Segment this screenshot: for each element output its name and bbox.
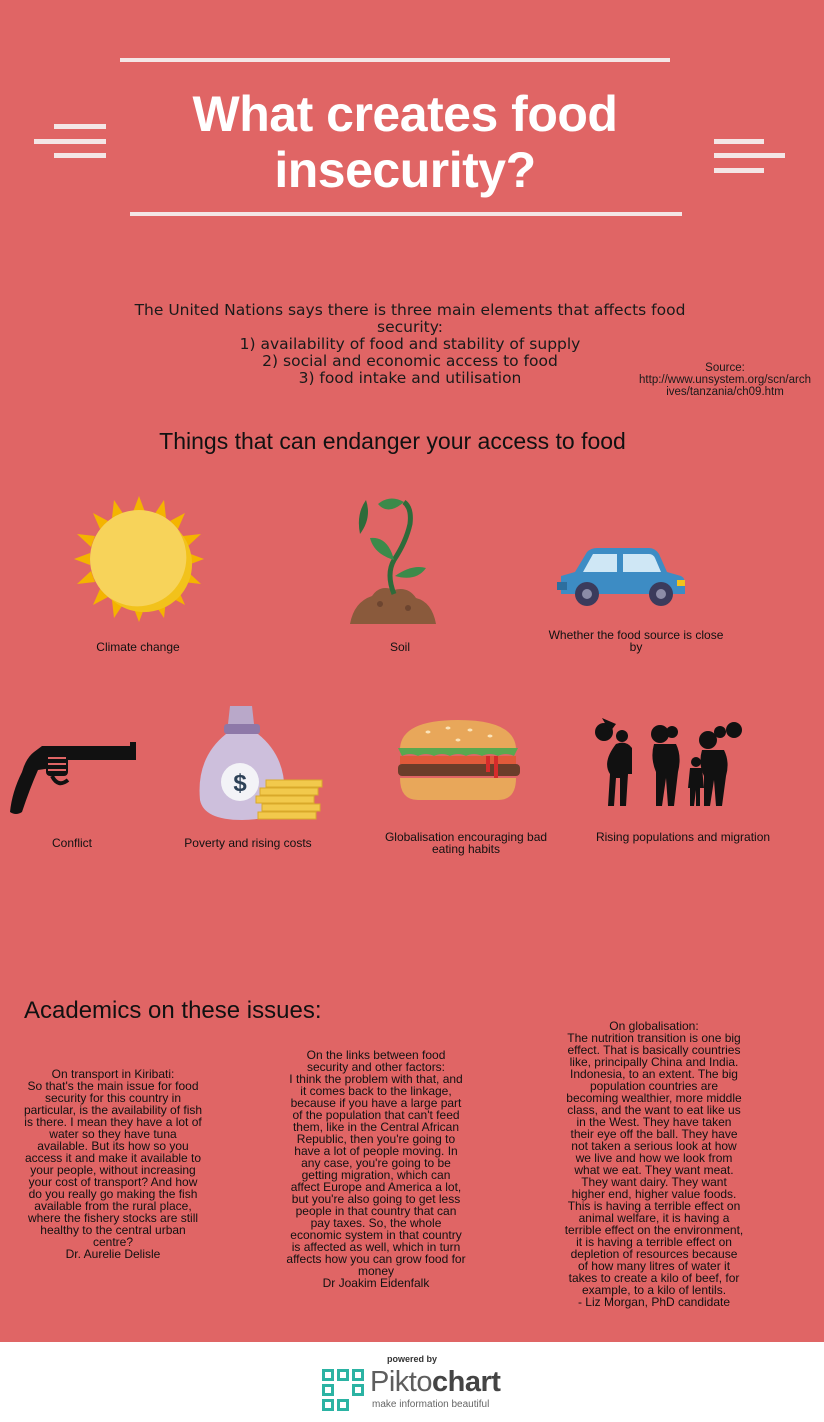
footer-banner	[0, 1342, 824, 1422]
intro-line: 3) food intake and utilisation	[298, 369, 522, 387]
right-deco-line-3	[714, 168, 764, 173]
sprout-icon	[350, 494, 438, 624]
burger-icon	[394, 718, 524, 802]
piktochart-logo-icon[interactable]	[322, 1369, 364, 1411]
source-citation	[628, 362, 822, 398]
money-bag-icon	[196, 704, 326, 822]
right-deco-line-1	[714, 139, 764, 144]
factor-label-climate: Climate change	[96, 640, 180, 654]
source-line: Source:	[705, 362, 745, 374]
quote-eidenfalk: On the links between food security and other factors: I think the problem with that, and it comes back to the linkage, because if you have a large part of the population that can't feed them, like in the Central African Republic, then you're going to have a lot of people moving. In any case, you're going to be getting migration, which can affect Europe and America a lot, but you're also going to get less people in that country that can pay taxes. So, the whole economic system in that country is affected as well, which in turn affects how you can grow food for money Dr Joakim Eidenfalk	[286, 1048, 466, 1290]
page-title: What creates food insecurity?	[192, 86, 618, 198]
brand-part-b: chart	[431, 1366, 501, 1398]
factor-label-globalisation: Globalisation encouraging bad eating habits	[384, 830, 548, 856]
source-line: http://www.unsystem.org/scn/arch	[639, 374, 811, 386]
migrants-icon	[592, 718, 748, 808]
car-icon	[557, 546, 687, 608]
quote-morgan: On globalisation: The nutrition transition is one big effect. That is basically countries like, principally China and India. Indonesia, to an extent. The big population countries are becoming wealthier, more middle class, and the want to eat like us in the West. They have taken their eye off the ball. They have not taken a serious look at how we live and how we look from what we eat. They want meat. They want dairy. They want higher end, higher value foods. This is having a terrible effect on animal welfare, it is having a terrible effect on the environment, it is having a terrible effect on depletion of resources because of how many litres of water it takes to create a kilo of beef, for example, to a kilo of lentils. - Liz Morgan, PhD candidate	[564, 1019, 744, 1309]
powered-by-label: powered by	[386, 1354, 437, 1364]
factor-label-soil: Soil	[389, 640, 410, 654]
right-deco-line-2	[714, 153, 785, 158]
intro-line: 2) social and economic access to food	[262, 352, 558, 370]
source-line: ives/tanzania/ch09.htm	[666, 386, 784, 398]
intro-line: The United Nations says there is three main elements that affects food	[134, 301, 686, 319]
left-deco-line-3	[54, 153, 106, 158]
revolver-icon	[8, 742, 138, 816]
factor-label-poverty: Poverty and rising costs	[184, 836, 312, 850]
intro-text	[120, 302, 700, 387]
intro-line: security:	[377, 318, 443, 336]
left-deco-line-1	[54, 124, 106, 129]
header-bottom-rule	[130, 212, 682, 216]
svg-text:$: $	[233, 770, 247, 797]
brand-tagline: make information beautiful	[372, 1399, 490, 1410]
factor-label-population: Rising populations and migration	[595, 830, 771, 844]
quote-delisle: On transport in Kiribati: So that's the main issue for food security for this country in particular, is the availability of fish is there. I mean they have a lot of water so they have tuna available. But its how so you access it and make it available to your people, without increasing your cost of transport? And how do you really go making the fish available from the rural place, where the fishery stocks are still healthy to the central urban centre? Dr. Aurelie Delisle	[23, 1067, 203, 1261]
section-heading-things: Things that can endanger your access to food	[159, 428, 626, 454]
factor-label-proximity: Whether the food source is close by	[548, 628, 724, 654]
piktochart-brand[interactable]	[370, 1366, 500, 1399]
left-deco-line-2	[34, 139, 106, 144]
intro-line: 1) availability of food and stability of supply	[239, 335, 581, 353]
factor-label-conflict: Conflict	[51, 836, 92, 850]
sun-icon	[74, 496, 204, 622]
header-top-rule	[120, 58, 670, 62]
section-heading-academics: Academics on these issues:	[24, 997, 322, 1024]
brand-part-a: Pikto	[370, 1366, 432, 1398]
